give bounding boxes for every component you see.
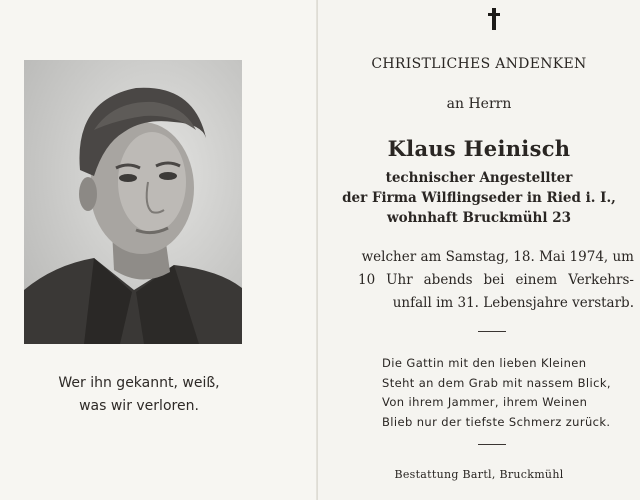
death-word: abends [423, 272, 473, 288]
death-word: einem [515, 272, 558, 288]
verse-line: Steht an dem Grab mit nassem Blick, [382, 375, 611, 390]
quote-line: was wir verloren. [79, 398, 199, 414]
occupation-line: technischer Angestellter [385, 170, 573, 186]
death-word: Uhr [386, 272, 413, 288]
memorial-verse [382, 354, 640, 432]
card-heading: CHRISTLICHES ANDENKEN [371, 56, 587, 72]
divider [478, 444, 506, 445]
salutation: an Herrn [446, 96, 512, 112]
residence-line: wohnhaft Bruckmühl 23 [386, 210, 571, 226]
memorial-quote [24, 372, 254, 418]
left-panel [0, 0, 318, 500]
verse-line: Von ihrem Jammer, ihrem Weinen [382, 395, 588, 409]
quote-line: Wer ihn gekannt, weiß, [58, 375, 220, 391]
death-line [358, 269, 634, 292]
death-line: unfall im 31. Lebensjahre verstarb. [392, 295, 634, 311]
deceased-name: Klaus Heinisch [387, 136, 571, 161]
death-line: welcher am Samstag, 18. Mai 1974, um [361, 249, 634, 265]
verse-line: Blieb nur der tiefste Schmerz zurück. [382, 414, 611, 429]
divider [478, 331, 506, 332]
right-panel [318, 0, 640, 500]
employer-line: der Firma Wilflingseder in Ried i. I., [342, 190, 616, 206]
funeral-home: Bestattung Bartl, Bruckmühl [394, 468, 564, 481]
death-word: bei [483, 272, 505, 288]
verse-line: Die Gattin mit den lieben Kleinen [382, 356, 587, 370]
death-word: Verkehrs- [568, 272, 634, 288]
portrait-photo [24, 60, 242, 344]
portrait-illustration [24, 60, 242, 344]
occupation-block [318, 168, 640, 228]
death-word: 10 [358, 272, 376, 288]
death-notice [358, 246, 634, 315]
latin-cross-icon [488, 8, 500, 30]
